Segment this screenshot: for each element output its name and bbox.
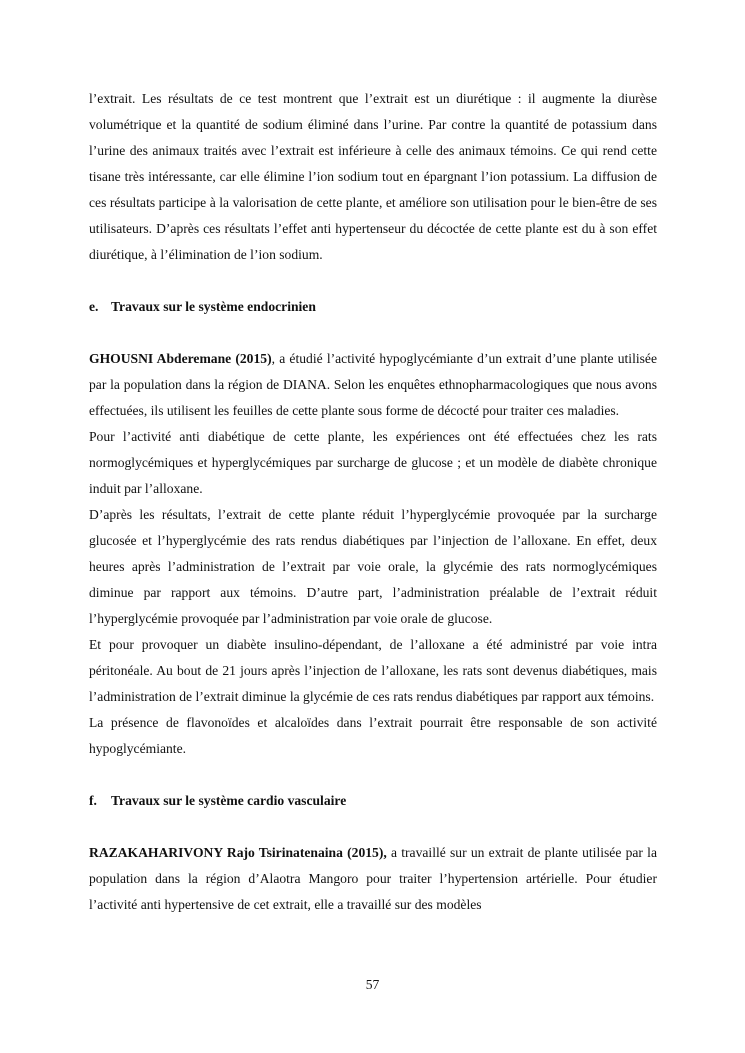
section-e-letter: e.	[89, 299, 99, 314]
section-e-title: Travaux sur le système endocrinien	[111, 299, 316, 314]
spacer	[89, 268, 657, 294]
section-f-letter: f.	[89, 793, 97, 808]
spacer	[89, 320, 657, 346]
razakaharivony-author: RAZAKAHARIVONY Rajo Tsirinatenaina (2015),	[89, 845, 387, 860]
razakaharivony-paragraph-text: a travaillé sur un extrait de plante utilisée par la population dans la région d’Alaotra Mangoro pour traiter l’hypertension artérielle. Pour étudier l’activité anti hypertensive de cet extrait, elle a travaillé sur des modèles	[89, 845, 657, 912]
ghousni-paragraph-3: D’après les résultats, l’extrait de cette plante réduit l’hyperglycémie provoquée par la surcharge glucosée et l’hyperglycémie des rats rendus diabétiques par l’injection de l’alloxane. En effet, deux heures après l’administration de l’extrait par voie orale, la glycémie des rats normoglycémiques diminue par rapport aux témoins. D’autre part, l’administration préalable de l’extrait réduit l’hyperglycémie provoquée par l’administration par voie orale de glucose.	[89, 507, 657, 626]
spacer	[89, 814, 657, 840]
page-number: 57	[365, 977, 380, 992]
intro-paragraph: l’extrait. Les résultats de ce test montrent que l’extrait est un diurétique : il augmente la diurèse volumétrique et la quantité de sodium éliminé dans l’urine. Par contre la quantité de potassium dans l’urine des animaux traités avec l’extrait est inférieure à celle des animaux témoins. Ce qui rend cette tisane très intéressante, car elle élimine l’ion sodium tout en épargnant l’ion potassium. La diffusion de ces résultats participe à la valorisation de cette plante, et améliore son utilisation pour le bien-être de ses utilisateurs. D’après ces résultats l’effet anti hypertenseur du décoctée de cette plante est du à son effet diurétique, à l’élimination de l’ion sodium.	[89, 91, 657, 262]
section-f-heading	[89, 788, 657, 814]
ghousni-paragraph-4: Et pour provoquer un diabète insulino-dépendant, de l’alloxane a été administré par voie intra péritonéale. Au bout de 21 jours après l’injection de l’alloxane, les rats sont devenus diabétiques, mais l’administration de l’extrait diminue la glycémie de ces rats rendus diabétiques par rapport aux témoins.	[89, 637, 657, 704]
ghousni-author: GHOUSNI Abderemane (2015)	[89, 351, 272, 366]
section-e-heading	[89, 294, 657, 320]
ghousni-paragraph-1-text: , a étudié l’activité hypoglycémiante d’un extrait d’une plante utilisée par la population dans la région de DIANA. Selon les enquêtes ethnopharmacologiques que nous avons effectuées, ils utilisent les feuilles de cette plante sous forme de décocté pour traiter ces maladies.	[89, 351, 657, 418]
ghousni-paragraph-2: Pour l’activité anti diabétique de cette plante, les expériences ont été effectuées chez les rats normoglycémiques et hyperglycémiques par surcharge de glucose ; et un modèle de diabète chronique induit par l’alloxane.	[89, 429, 657, 496]
section-f-title: Travaux sur le système cardio vasculaire	[111, 793, 347, 808]
ghousni-paragraph-5: La présence de flavonoïdes et alcaloïdes dans l’extrait pourrait être responsable de son activité hypoglycémiante.	[89, 715, 657, 756]
page-body	[89, 86, 657, 918]
spacer	[89, 762, 657, 788]
ghousni-paragraph-1	[89, 346, 657, 424]
razakaharivony-paragraph	[89, 840, 657, 918]
